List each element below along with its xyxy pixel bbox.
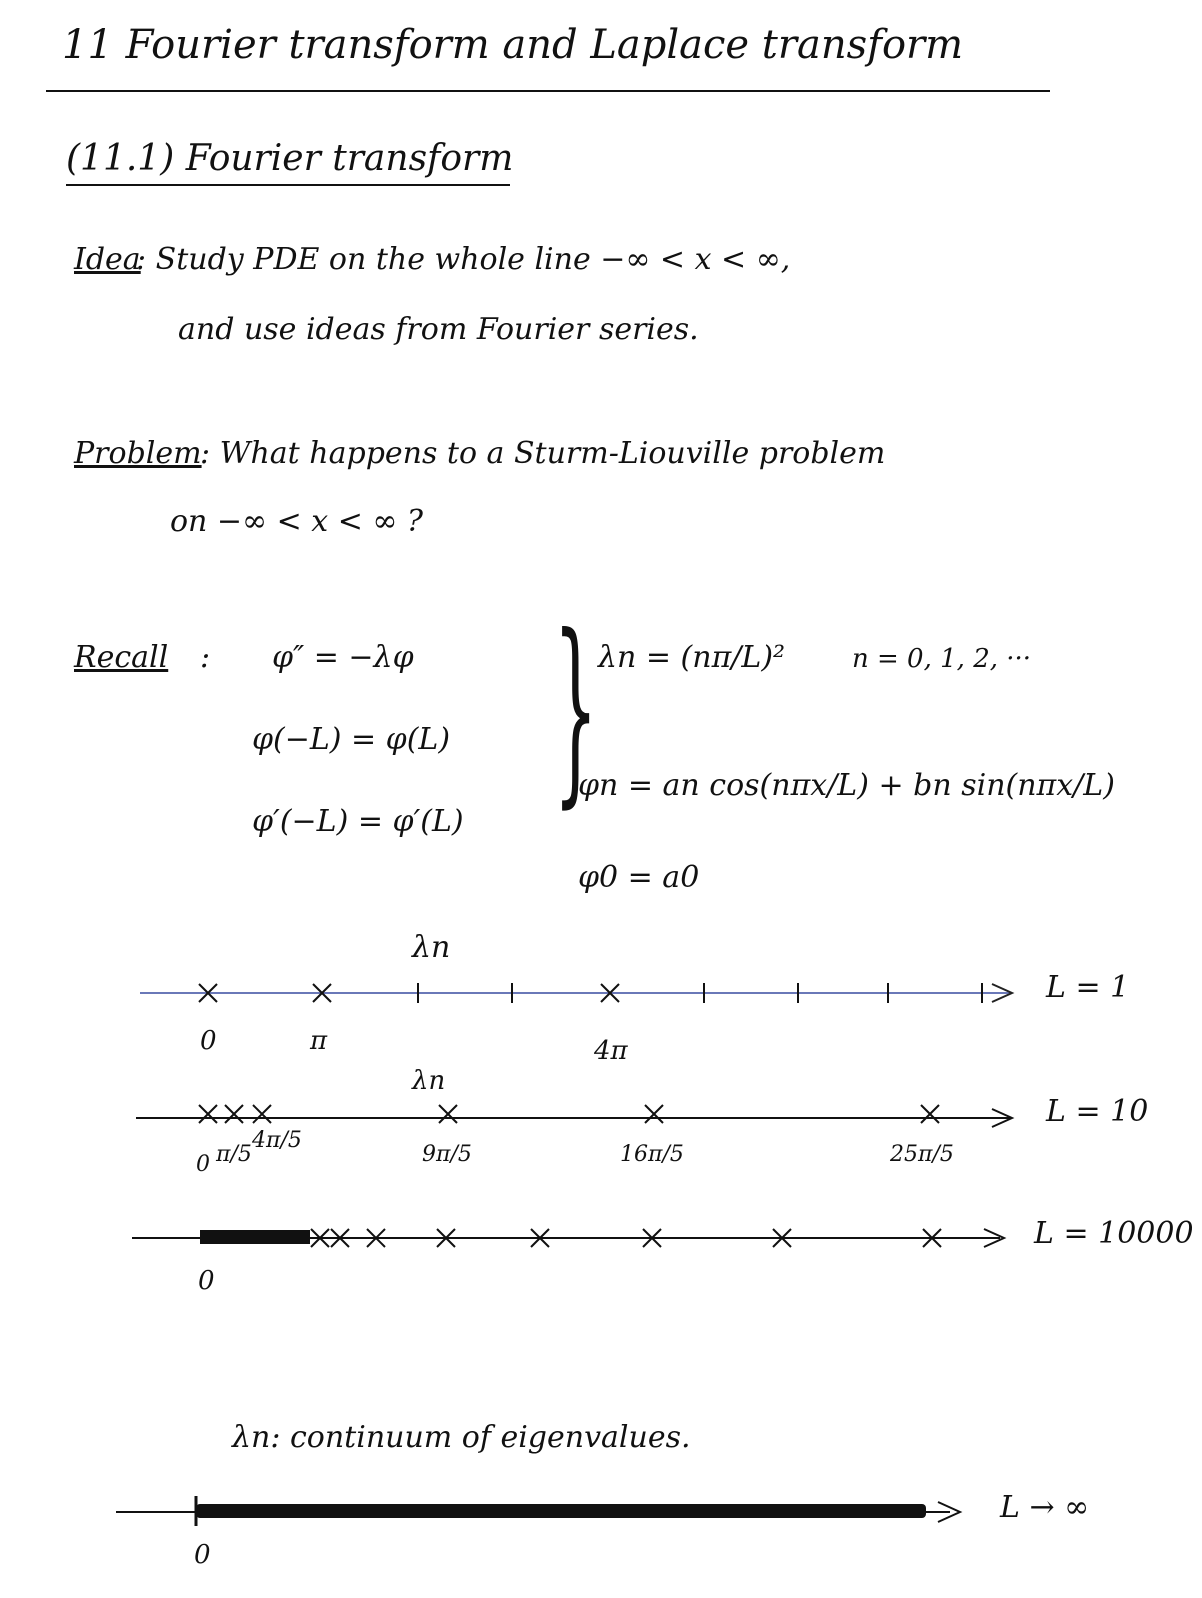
eigenfunction-formula: φn = an cos(nπx/L) + bn sin(nπx/L) [578,768,1115,803]
tick-label-l1-0: 0 [200,1026,217,1056]
tick-label-l10-16pi5: 16π/5 [620,1142,684,1167]
problem-line-1: : What happens to a Sturm-Liouville problem [200,436,886,471]
recall-bc-1: φ(−L) = φ(L) [252,722,451,757]
tick-label-l10-0: 0 [196,1152,210,1177]
cross-l10-0 [199,1105,217,1123]
dense-cluster [200,1230,310,1244]
eigenvalue-marks [199,983,982,1247]
tick-label-l10-9pi5: 9π/5 [422,1142,472,1167]
recall-bc-2: φ′(−L) = φ′(L) [252,804,464,839]
continuum-caption: λn: continuum of eigenvalues. [232,1420,691,1455]
problem-label: Problem [74,436,202,471]
idea-line-1: : Study PDE on the whole line −∞ < x < ∞, [136,242,791,277]
tick-label-l1-pi: π [310,1026,328,1056]
lambda-label-l10: λn [412,1066,446,1096]
idea-label: Idea [74,242,141,277]
continuum-band [196,1504,926,1518]
right-brace: } [553,593,598,826]
recall-colon: : [200,640,211,675]
section-heading: 11 Fourier transform and Laplace transform [62,22,964,68]
constant-eigenfunction: φ0 = a0 [578,860,700,895]
continuum-origin-label: 0 [194,1540,211,1570]
limit-case-label: L → ∞ [1000,1490,1090,1525]
lambda-label-l1: λn [412,930,451,965]
idea-line-2: and use ideas from Fourier series. [178,312,699,347]
cross-l10-3 [439,1105,457,1123]
subsection-heading: (11.1) Fourier transform [66,138,514,179]
case-label-l10: L = 10 [1046,1094,1149,1129]
tick-label-l10-pi5: π/5 [216,1142,252,1167]
eigenvalue-formula: λn = (nπ/L)² [598,640,786,675]
cross-l10-4 [645,1105,663,1123]
case-label-l10000: L = 10000 [1034,1216,1194,1251]
cross-l10-1 [225,1105,243,1123]
tick-label-l1-4pi: 4π [594,1036,628,1066]
cross-l10-5 [921,1105,939,1123]
problem-line-2: on −∞ < x < ∞ ? [170,504,423,539]
cross-l10-2 [253,1105,271,1123]
index-range: n = 0, 1, 2, ··· [852,644,1032,674]
tick-label-l10-25pi5: 25π/5 [890,1142,954,1167]
tick-label-l10-4pi5: 4π/5 [252,1128,302,1153]
tick-label-l10000-0: 0 [198,1266,215,1296]
recall-ode: φ″ = −λφ [272,640,414,675]
recall-label: Recall [74,640,169,675]
case-label-l1: L = 1 [1046,970,1130,1005]
